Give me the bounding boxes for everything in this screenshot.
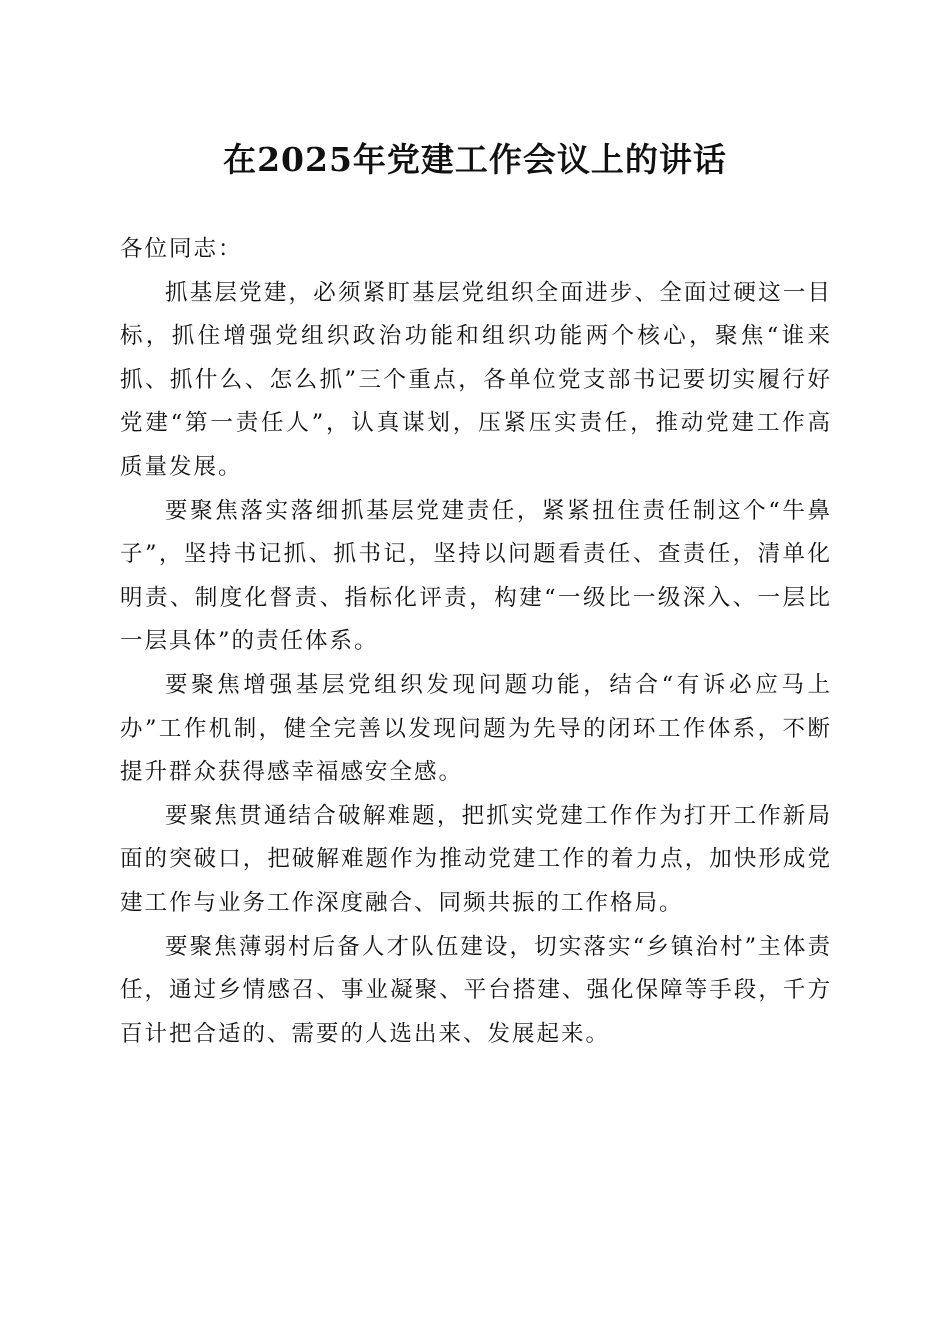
paragraph: 要聚焦增强基层党组织发现问题功能，结合“有诉必应马上办”工作机制，健全完善以发现问题为先导的闭环工作体系，不断提升群众获得感幸福感安全感。 xyxy=(120,671,832,786)
document-title: 在2025年党建工作会议上的讲话 xyxy=(223,140,727,179)
salutation: 各位同志： xyxy=(120,236,243,262)
paragraph: 抓基层党建，必须紧盯基层党组织全面进步、全面过硬这一目标，抓住增强党组织政治功能和组织功能两个核心，聚焦“谁来抓、抓什么、怎么抓”三个重点，各单位党支部书记要切实履行好党建“第一责任人”，认真谋划，压紧压实责任，推动党建工作高质量发展。 xyxy=(120,279,832,480)
paragraph: 要聚焦贯通结合破解难题，把抓实党建工作作为打开工作新局面的突破口，把破解难题作为推动党建工作的着力点，加快形成党建工作与业务工作深度融合、同频共振的工作格局。 xyxy=(120,802,832,916)
paragraph: 要聚焦落实落细抓基层党建责任，紧紧扭住责任制这个“牛鼻子”，坚持书记抓、抓书记，坚持以问题看责任、查责任，清单化明责、制度化督责、指标化评责，构建“一级比一级深入、一层比一层具体”的责任体系。 xyxy=(120,497,832,655)
paragraph: 要聚焦薄弱村后备人才队伍建设，切实落实“乡镇治村”主体责任，通过乡情感召、事业凝聚、平台搭建、强化保障等手段，千方百计把合适的、需要的人选出来、发展起来。 xyxy=(120,933,832,1047)
document-body xyxy=(120,228,832,1056)
